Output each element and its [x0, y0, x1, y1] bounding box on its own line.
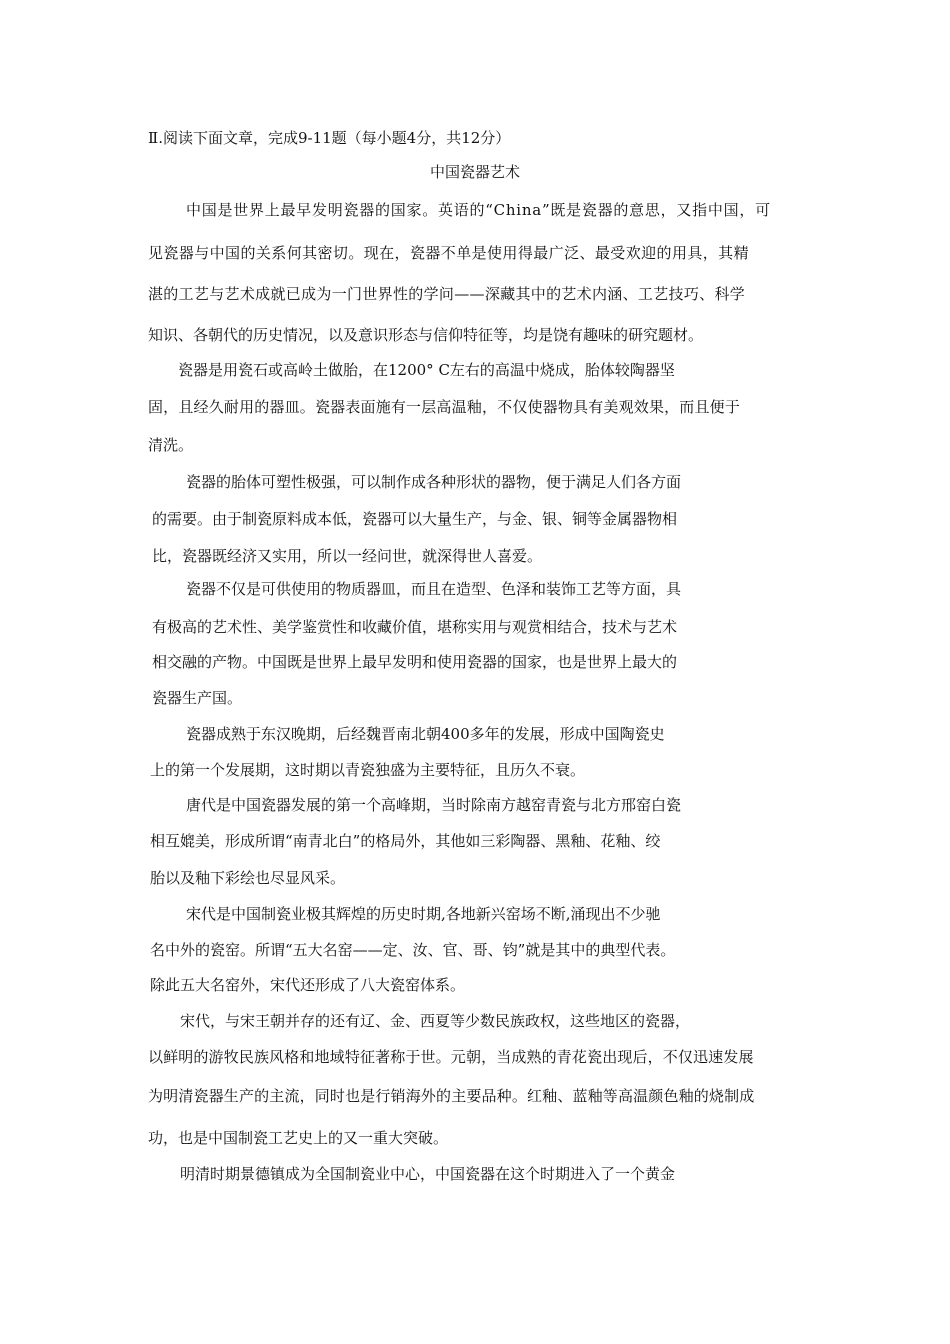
text-line: 瓷器不仅是可供使用的物质器皿，而且在造型、色泽和装饰工艺等方面，具 [186, 580, 682, 598]
text-line: 瓷器是用瓷石或高岭土做胎，在1200° C左右的高温中烧成，胎体较陶器坚 [178, 361, 675, 379]
text-line: 知识、各朝代的历史情况，以及意识形态与信仰特征等，均是饶有趣味的研究题材。 [148, 326, 704, 344]
text-line: 相互媲美，形成所谓“南青北白”的格局外，其他如三彩陶器、黑釉、花釉、绞 [150, 832, 661, 850]
text-line: 湛的工艺与艺术成就已成为一门世界性的学问——深藏其中的艺术内涵、工艺技巧、科学 [148, 285, 746, 303]
text-line: 名中外的瓷窑。所谓“五大名窑——定、汝、官、哥、钧”就是其中的典型代表。 [150, 941, 676, 959]
text-line: 唐代是中国瓷器发展的第一个高峰期，当时除南方越窑青瓷与北方邢窑白瓷 [186, 796, 682, 814]
text-line: 为明清瓷器生产的主流，同时也是行销海外的主要品种。红釉、蓝釉等高温颜色釉的烧制成 [148, 1087, 755, 1105]
text-line: 宋代，与宋王朝并存的还有辽、金、西夏等少数民族政权，这些地区的瓷器， [180, 1012, 691, 1030]
text-line: 中国是世界上最早发明瓷器的国家。英语的“China”既是瓷器的意思，又指中国，可 [186, 201, 771, 219]
text-line: 瓷器成熟于东汉晚期，后经魏晋南北朝400多年的发展，形成中国陶瓷史 [186, 725, 665, 743]
text-line: 比，瓷器既经济又实用，所以一经问世，就深得世人喜爱。 [152, 547, 543, 565]
text-line: 清洗。 [148, 436, 194, 454]
article-title: 中国瓷器艺术 [429, 163, 520, 181]
text-line: 明清时期景德镇成为全国制瓷业中心，中国瓷器在这个时期进入了一个黄金 [180, 1165, 676, 1183]
text-line: 上的第一个发展期，这时期以青瓷独盛为主要特征，且历久不衰。 [150, 761, 586, 779]
text-line: 见瓷器与中国的关系何其密切。现在，瓷器不单是使用得最广泛、最受欢迎的用具，其精 [148, 244, 749, 262]
text-line: 的需要。由于制瓷原料成本低，瓷器可以大量生产，与金、银、铜等金属器物相 [152, 510, 678, 528]
text-line: 除此五大名窑外，宋代还形成了八大瓷窑体系。 [150, 976, 466, 994]
text-line: 胎以及釉下彩绘也尽显风采。 [150, 869, 346, 887]
text-line: 有极高的艺术性、美学鉴赏性和收藏价值，堪称实用与观赏相结合，技术与艺术 [152, 618, 678, 636]
section-heading: Ⅱ.阅读下面文章，完成9-11题（每小题4分，共12分） [148, 129, 511, 147]
text-line: 以鲜明的游牧民族风格和地域特征著称于世。元朝，当成熟的青花瓷出现后，不仅迅速发展 [148, 1048, 754, 1066]
text-line: 相交融的产物。中国既是世界上最早发明和使用瓷器的国家，也是世界上最大的 [152, 653, 678, 671]
text-line: 功，也是中国制瓷工艺史上的又一重大突破。 [148, 1129, 449, 1147]
text-line: 瓷器的胎体可塑性极强，可以制作成各种形状的器物，便于满足人们各方面 [186, 473, 682, 491]
text-line: 固，且经久耐用的器皿。瓷器表面施有一层高温釉，不仅使器物具有美观效果，而且便于 [148, 398, 741, 416]
text-line: 瓷器生产国。 [152, 689, 243, 707]
text-line: 宋代是中国制瓷业极其辉煌的历史时期,各地新兴窑场不断,涌现出不少驰 [186, 905, 661, 923]
